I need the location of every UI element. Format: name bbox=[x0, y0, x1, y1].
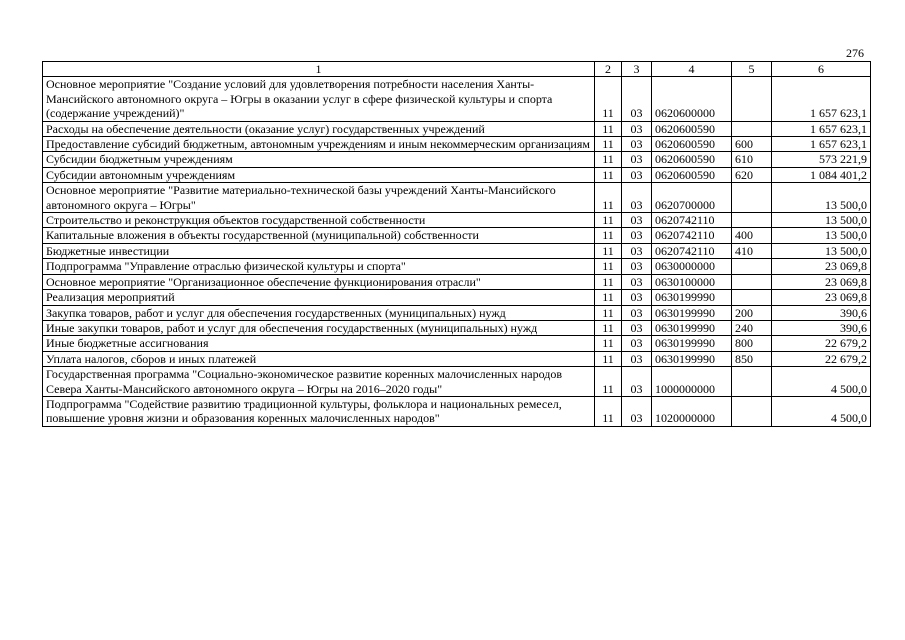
section-code-cell: 11 bbox=[595, 336, 622, 351]
subsection-code-cell: 03 bbox=[622, 137, 652, 152]
section-code-cell: 11 bbox=[595, 137, 622, 152]
expense-type-cell: 620 bbox=[732, 167, 772, 182]
item-name-cell: Основное мероприятие "Создание условий для удовлетворения потребности населения Ханты-Мансийского автономного округа – Югры в оказании услуг в сфере физической культуры и спорта (содержание учреждений)" bbox=[43, 77, 595, 121]
expense-type-cell: 240 bbox=[732, 320, 772, 335]
expense-type-cell bbox=[732, 290, 772, 305]
section-code-cell: 11 bbox=[595, 121, 622, 136]
subsection-code-cell: 03 bbox=[622, 320, 652, 335]
table-row bbox=[43, 152, 871, 167]
subsection-code-cell: 03 bbox=[622, 243, 652, 258]
header-cell: 5 bbox=[732, 62, 772, 77]
amount-cell: 13 500,0 bbox=[772, 243, 871, 258]
table-row bbox=[43, 290, 871, 305]
section-code-cell: 11 bbox=[595, 396, 622, 426]
amount-cell: 22 679,2 bbox=[772, 336, 871, 351]
item-name-cell: Основное мероприятие "Развитие материально-технической базы учреждений Ханты-Мансийского автономного округа – Югры" bbox=[43, 183, 595, 213]
expense-type-cell bbox=[732, 274, 772, 289]
expense-type-cell bbox=[732, 121, 772, 136]
target-article-cell: 0630100000 bbox=[652, 274, 732, 289]
amount-cell: 4 500,0 bbox=[772, 367, 871, 397]
section-code-cell: 11 bbox=[595, 243, 622, 258]
header-cell: 6 bbox=[772, 62, 871, 77]
table-header-row bbox=[43, 62, 871, 77]
item-name-cell: Субсидии бюджетным учреждениям bbox=[43, 152, 595, 167]
amount-cell: 1 657 623,1 bbox=[772, 77, 871, 121]
amount-cell: 23 069,8 bbox=[772, 259, 871, 274]
amount-cell: 22 679,2 bbox=[772, 351, 871, 366]
amount-cell: 13 500,0 bbox=[772, 183, 871, 213]
table-row bbox=[43, 137, 871, 152]
target-article-cell: 1000000000 bbox=[652, 367, 732, 397]
budget-table bbox=[42, 61, 871, 427]
header-cell: 4 bbox=[652, 62, 732, 77]
target-article-cell: 0620600590 bbox=[652, 137, 732, 152]
subsection-code-cell: 03 bbox=[622, 167, 652, 182]
target-article-cell: 0620600590 bbox=[652, 167, 732, 182]
header-cell: 1 bbox=[43, 62, 595, 77]
expense-type-cell: 400 bbox=[732, 228, 772, 243]
expense-type-cell bbox=[732, 183, 772, 213]
item-name-cell: Уплата налогов, сборов и иных платежей bbox=[43, 351, 595, 366]
subsection-code-cell: 03 bbox=[622, 305, 652, 320]
section-code-cell: 11 bbox=[595, 183, 622, 213]
amount-cell: 1 657 623,1 bbox=[772, 121, 871, 136]
expense-type-cell: 850 bbox=[732, 351, 772, 366]
table-row bbox=[43, 243, 871, 258]
amount-cell: 4 500,0 bbox=[772, 396, 871, 426]
table-row bbox=[43, 259, 871, 274]
amount-cell: 13 500,0 bbox=[772, 213, 871, 228]
item-name-cell: Капитальные вложения в объекты государственной (муниципальной) собственности bbox=[43, 228, 595, 243]
subsection-code-cell: 03 bbox=[622, 367, 652, 397]
table-row bbox=[43, 367, 871, 397]
header-cell: 2 bbox=[595, 62, 622, 77]
target-article-cell: 1020000000 bbox=[652, 396, 732, 426]
header-cell: 3 bbox=[622, 62, 652, 77]
item-name-cell: Предоставление субсидий бюджетным, автономным учреждениям и иным некоммерческим организациям bbox=[43, 137, 595, 152]
subsection-code-cell: 03 bbox=[622, 274, 652, 289]
table-row bbox=[43, 320, 871, 335]
section-code-cell: 11 bbox=[595, 77, 622, 121]
item-name-cell: Строительство и реконструкция объектов государственной собственности bbox=[43, 213, 595, 228]
subsection-code-cell: 03 bbox=[622, 77, 652, 121]
amount-cell: 390,6 bbox=[772, 320, 871, 335]
expense-type-cell: 410 bbox=[732, 243, 772, 258]
target-article-cell: 0620600590 bbox=[652, 152, 732, 167]
table-row bbox=[43, 396, 871, 426]
subsection-code-cell: 03 bbox=[622, 228, 652, 243]
section-code-cell: 11 bbox=[595, 259, 622, 274]
table-row bbox=[43, 213, 871, 228]
section-code-cell: 11 bbox=[595, 274, 622, 289]
expense-type-cell: 200 bbox=[732, 305, 772, 320]
amount-cell: 390,6 bbox=[772, 305, 871, 320]
page-number: 276 bbox=[846, 46, 864, 60]
table-row bbox=[43, 305, 871, 320]
subsection-code-cell: 03 bbox=[622, 121, 652, 136]
item-name-cell: Государственная программа "Социально-экономическое развитие коренных малочисленных народов Севера Ханты-Мансийского автономного округа – Югры на 2016–2020 годы" bbox=[43, 367, 595, 397]
subsection-code-cell: 03 bbox=[622, 213, 652, 228]
expense-type-cell: 800 bbox=[732, 336, 772, 351]
section-code-cell: 11 bbox=[595, 351, 622, 366]
item-name-cell: Бюджетные инвестиции bbox=[43, 243, 595, 258]
target-article-cell: 0630199990 bbox=[652, 305, 732, 320]
expense-type-cell bbox=[732, 213, 772, 228]
amount-cell: 1 657 623,1 bbox=[772, 137, 871, 152]
subsection-code-cell: 03 bbox=[622, 183, 652, 213]
amount-cell: 23 069,8 bbox=[772, 274, 871, 289]
table-row bbox=[43, 228, 871, 243]
table-row bbox=[43, 121, 871, 136]
item-name-cell: Подпрограмма "Содействие развитию традиционной культуры, фольклора и национальных ремесел, повышение уровня жизни и образования коренных малочисленных народов" bbox=[43, 396, 595, 426]
section-code-cell: 11 bbox=[595, 228, 622, 243]
section-code-cell: 11 bbox=[595, 305, 622, 320]
target-article-cell: 0630199990 bbox=[652, 351, 732, 366]
amount-cell: 573 221,9 bbox=[772, 152, 871, 167]
section-code-cell: 11 bbox=[595, 213, 622, 228]
section-code-cell: 11 bbox=[595, 290, 622, 305]
subsection-code-cell: 03 bbox=[622, 336, 652, 351]
target-article-cell: 0630199990 bbox=[652, 320, 732, 335]
target-article-cell: 0620600000 bbox=[652, 77, 732, 121]
expense-type-cell: 610 bbox=[732, 152, 772, 167]
item-name-cell: Расходы на обеспечение деятельности (оказание услуг) государственных учреждений bbox=[43, 121, 595, 136]
subsection-code-cell: 03 bbox=[622, 259, 652, 274]
table-row bbox=[43, 167, 871, 182]
table-row bbox=[43, 351, 871, 366]
expense-type-cell bbox=[732, 396, 772, 426]
table-row bbox=[43, 183, 871, 213]
table-row bbox=[43, 77, 871, 121]
item-name-cell: Реализация мероприятий bbox=[43, 290, 595, 305]
expense-type-cell: 600 bbox=[732, 137, 772, 152]
table-row bbox=[43, 336, 871, 351]
item-name-cell: Основное мероприятие "Организационное обеспечение функционирования отрасли" bbox=[43, 274, 595, 289]
section-code-cell: 11 bbox=[595, 320, 622, 335]
target-article-cell: 0620742110 bbox=[652, 228, 732, 243]
target-article-cell: 0630000000 bbox=[652, 259, 732, 274]
section-code-cell: 11 bbox=[595, 152, 622, 167]
subsection-code-cell: 03 bbox=[622, 290, 652, 305]
budget-table-body bbox=[43, 62, 871, 427]
target-article-cell: 0630199990 bbox=[652, 290, 732, 305]
section-code-cell: 11 bbox=[595, 167, 622, 182]
target-article-cell: 0620700000 bbox=[652, 183, 732, 213]
section-code-cell: 11 bbox=[595, 367, 622, 397]
amount-cell: 13 500,0 bbox=[772, 228, 871, 243]
target-article-cell: 0620742110 bbox=[652, 243, 732, 258]
subsection-code-cell: 03 bbox=[622, 396, 652, 426]
target-article-cell: 0620742110 bbox=[652, 213, 732, 228]
subsection-code-cell: 03 bbox=[622, 152, 652, 167]
subsection-code-cell: 03 bbox=[622, 351, 652, 366]
amount-cell: 1 084 401,2 bbox=[772, 167, 871, 182]
item-name-cell: Иные закупки товаров, работ и услуг для обеспечения государственных (муниципальных) нужд bbox=[43, 320, 595, 335]
expense-type-cell bbox=[732, 367, 772, 397]
target-article-cell: 0620600590 bbox=[652, 121, 732, 136]
amount-cell: 23 069,8 bbox=[772, 290, 871, 305]
item-name-cell: Субсидии автономным учреждениям bbox=[43, 167, 595, 182]
item-name-cell: Иные бюджетные ассигнования bbox=[43, 336, 595, 351]
expense-type-cell bbox=[732, 259, 772, 274]
item-name-cell: Подпрограмма "Управление отраслью физической культуры и спорта" bbox=[43, 259, 595, 274]
expense-type-cell bbox=[732, 77, 772, 121]
table-row bbox=[43, 274, 871, 289]
item-name-cell: Закупка товаров, работ и услуг для обеспечения государственных (муниципальных) нужд bbox=[43, 305, 595, 320]
target-article-cell: 0630199990 bbox=[652, 336, 732, 351]
